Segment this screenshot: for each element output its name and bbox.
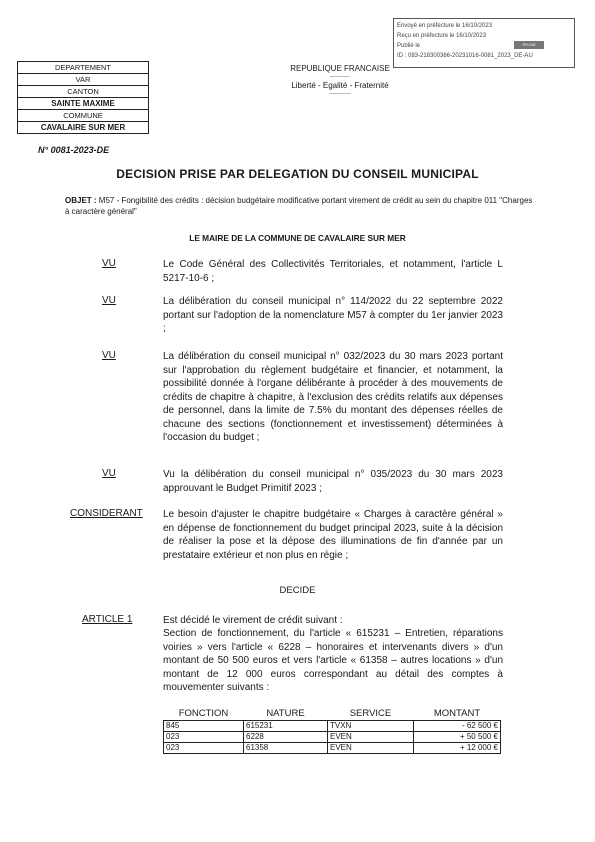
stamp-line: Envoyé en préfecture le 16/10/2023 <box>397 23 493 29</box>
stamp-line: ID : 083-218300366-20231016-0081_2023_DE-AU <box>397 53 533 59</box>
transmission-stamp <box>393 18 575 68</box>
stamp-logo: S²LOW <box>514 41 544 49</box>
consideration-label: VU <box>102 350 116 361</box>
table-cell: + 50 500 € <box>414 732 501 743</box>
table-cell: 023 <box>164 732 244 743</box>
table-cell: 61358 <box>244 743 328 754</box>
article-text: Section de fonctionnement, du l'article « 615231 – Entretien, réparations voiries » vers l'article « 6228 – honoraires et intervenants divers » d'un montant de 50 500 euros et vers l'article « 61358 – autres locations » d'un montant de 12 000 euros correspondant au détail des comptes à mouvementer suivants : <box>163 628 503 693</box>
table-cell: EVEN <box>328 743 414 754</box>
stamp-line: Publié le <box>397 43 421 49</box>
table-row <box>164 721 501 732</box>
administrative-block <box>17 61 149 134</box>
divider: ---------- <box>330 74 350 80</box>
decision-number: N° 0081-2023-DE <box>38 145 110 155</box>
column-header: SERVICE <box>349 708 392 719</box>
republic-name: REPUBLIQUE FRANCAISE <box>290 64 390 73</box>
republic-header <box>270 63 410 97</box>
departement-value: VAR <box>18 74 149 86</box>
column-header: FONCTION <box>178 708 229 719</box>
divider: ----------- <box>329 91 351 97</box>
mayor-heading: LE MAIRE DE LA COMMUNE DE CAVALAIRE SUR MER <box>189 233 406 243</box>
table-cell: 845 <box>164 721 244 732</box>
decide-heading: DECIDE <box>279 585 316 596</box>
republic-motto: Liberté - Egalité - Fraternité <box>291 81 389 90</box>
commune-label: COMMUNE <box>18 110 149 122</box>
objet-text: M57 - Fongibilité des crédits : décision budgétaire modificative portant virement de crédit au sein du chapitre 011 "Charges à caractère général" <box>65 196 533 216</box>
table-cell: 615231 <box>244 721 328 732</box>
consideration-label: CONSIDERANT <box>70 508 143 519</box>
consideration-text: Vu la délibération du conseil municipal n° 035/2023 du 30 mars 2023 approuvant le Budget Primitif 2023 ; <box>163 469 503 494</box>
departement-label: DEPARTEMENT <box>18 62 149 74</box>
table-row <box>164 743 501 754</box>
table-cell: - 62 500 € <box>414 721 501 732</box>
objet-label: OBJET : <box>65 196 97 205</box>
table-cell: TVXN <box>328 721 414 732</box>
canton-label: CANTON <box>18 86 149 98</box>
canton-value: SAINTE MAXIME <box>18 98 149 110</box>
objet-paragraph <box>65 195 535 217</box>
column-header: NATURE <box>266 708 305 719</box>
consideration-text: La délibération du conseil municipal n° 032/2023 du 30 mars 2023 portant sur l'approbation du règlement budgétaire et financier, et notamment, la possibilité donnée à l'organe délibérante à procéder à des mouvements de crédits de chapitre à chapitre, à l'exclusion des crédits relatifs aux dépenses de personnel, dans la limite de 7.5% du montant des dépenses réelles de chacune des sections (fonctionnement et investissement) déterminées à l'occasion du budget ; <box>163 351 503 443</box>
consideration-text: La délibération du conseil municipal n° 114/2022 du 22 septembre 2022 portant sur l'adoption de la nomenclature M57 à compter du 1er janvier 2023 ; <box>163 296 503 334</box>
commune-value: CAVALAIRE SUR MER <box>18 122 149 134</box>
table-cell: + 12 000 € <box>414 743 501 754</box>
table-header-row <box>164 707 501 721</box>
consideration-label: VU <box>102 468 116 479</box>
column-header: MONTANT <box>433 708 481 719</box>
page-title: DECISION PRISE PAR DELEGATION DU CONSEIL MUNICIPAL <box>116 167 479 181</box>
credit-table <box>163 707 501 754</box>
table-cell: 6228 <box>244 732 328 743</box>
consideration-text: Le Code Général des Collectivités Territoriales, et notamment, l'article L 5217-10-6 ; <box>163 259 503 284</box>
table-row <box>164 732 501 743</box>
consideration-label: VU <box>102 295 116 306</box>
table-cell: EVEN <box>328 732 414 743</box>
table-cell: 023 <box>164 743 244 754</box>
article-intro: Est décidé le virement de crédit suivant : <box>163 615 343 626</box>
consideration-text: Le besoin d'ajuster le chapitre budgétaire « Charges à caractère général » en dépense de fonctionnement du budget principal 2023, suite à la décision de réaliser la pose et la dépose des illuminations de fin d'année par un prestataire extérieur et non plus en régie ; <box>163 509 503 561</box>
article-label: ARTICLE 1 <box>82 614 133 625</box>
consideration-label: VU <box>102 258 116 269</box>
stamp-line: Reçu en préfecture le 16/10/2023 <box>397 33 487 39</box>
